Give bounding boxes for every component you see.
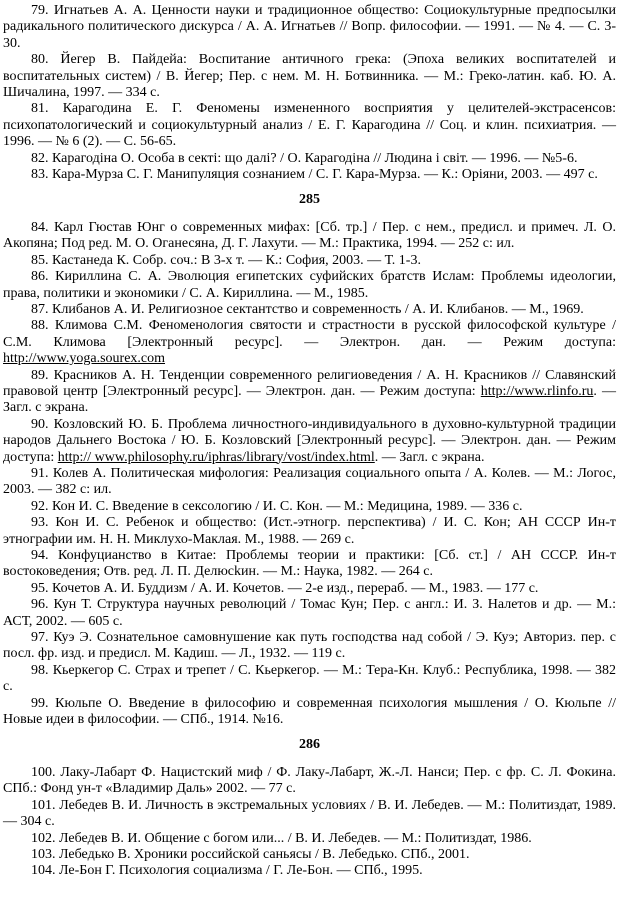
bibliography-entry: 98. Кьеркегор С. Страх и трепет / С. Кьеркегор. — М.: Тера-Кн. Клуб.: Республика, 1998. — 382 с. xyxy=(3,662,616,695)
bibliography-entry: 80. Йегер В. Пайдейа: Воспитание античного грека: (Эпоха великих воспитателей и воспитательных систем) / В. Йегер; Пер. с нем. М. Н. Ботвинника. — М.: Греко-латин. каб. Ю. А. Шичалина, 1997. — 334 с. xyxy=(3,52,616,101)
entry-text-after-link: . — Загл. с экрана. xyxy=(3,383,617,416)
bibliography-entry: 81. Карагодина Е. Г. Феномены измененного восприятия у целителей-экстрасенсов: психопатологический и социокультурный анализ / Е. Г. Карагодина // Соц. и клин. психиатрия. — 1996. — № 6 (2). — С. 56-65. xyxy=(3,101,616,150)
bibliography-entry xyxy=(3,318,616,367)
bibliography-entry: 103. Лебедько В. Хроники российской саньясы / В. Лебедько. СПб., 2001. xyxy=(31,846,470,862)
bibliography-entry: 94. Конфуцианство в Китае: Проблемы теории и практики: [Сб. ст.] / АН СССР. Ин-т востоковедения; Отв. ред. Л. П. Делюсkин. — М.: Наука, 1982. — 264 с. xyxy=(3,548,616,580)
bibliography-entry: 91. Колев А. Политическая мифология: Реализация социального опыта / А. Колев. — М.: Логос, 2003. — 382 с: ил. xyxy=(3,465,616,498)
bibliography-entry: 85. Кастанеда К. Собр. соч.: В 3-х т. — К.: София, 2003. — Т. 1-3. xyxy=(31,252,421,268)
bibliography-entry xyxy=(3,417,616,466)
entry-text-after-link: . — Загл. с экрана. xyxy=(374,449,485,465)
entry-text: 88. Климова С.М. Феноменология святости и страстности в русской философской культуре / С.М. Климова [Электронный ресурс]. — Электрон. дан. — Режим доступа: xyxy=(3,318,616,350)
bibliography-entry: 82. Карагодіна О. Особа в секті: що далі? / О. Карагодіна // Людина і світ. — 1996. — №5-6. xyxy=(31,150,578,166)
bibliography-entry: 96. Кун Т. Структура научных революций / Томас Кун; Пер. с англ.: И. З. Налетов и др. — М.: АСТ, 2002. — 605 с. xyxy=(3,597,616,629)
bibliography-entry: 93. Кон И. С. Ребенок и общество: (Ист.-этногр. перспектива) / И. С. Кон; АН СССР Ин-т этнографии им. Н. Н. Миклухо-Маклая. М., 1988. — 269 с. xyxy=(3,515,616,547)
bibliography-entry: 92. Кон И. С. Введение в сексологию / И. С. Кон. — М.: Медицина, 1989. — 336 с. xyxy=(31,498,523,514)
entry-text: 89. Красников А. Н. Тенденции современного религиоведения / А. Н. Красников // Славянский правовой центр [Электронный ресурс]. — Электрон. дан. — Режим доступа: xyxy=(3,367,616,399)
entry-link[interactable]: http:// www.philosophy.ru/iphras/library/vost/index.html xyxy=(57,449,375,465)
bibliography-entry: 83. Кара-Мурза С. Г. Манипуляция сознанием / С. Г. Кара-Мурза. — К.: Оріяни, 2003. — 497 с. xyxy=(31,167,598,183)
bibliography-entry: 97. Куэ Э. Сознательное самовнушение как путь господства над собой / Э. Куэ; Авториз. пер. с посл. фр. изд. и предисл. М. Кадиш. — Л., 1932. — 119 с. xyxy=(3,630,616,662)
bibliography-entry: 99. Кюльпе О. Введение в философию и современная психология мышления / О. Кюльпе // Новые идеи в философии. — СПб., 1914. №16. xyxy=(3,695,616,728)
entry-link[interactable]: http://www.yoga.sourex.com xyxy=(3,351,166,367)
page-number: 286 xyxy=(299,737,320,753)
bibliography-entry: 95. Кочетов А. И. Буддизм / А. И. Кочетов. — 2-е изд., перераб. — М., 1983. — 177 с. xyxy=(31,580,539,596)
bibliography-entry xyxy=(3,368,616,417)
bibliography-entry: 86. Кириллина С. А. Эволюция египетских суфийских братств Ислам: Проблемы идеологии, права, политики и экономики / С. А. Кириллина. — М., 1985. xyxy=(3,269,616,301)
bibliography-entry: 101. Лебедев В. И. Личность в экстремальных условиях / В. И. Лебедев. — М.: Политиздат, 1989. — 304 с. xyxy=(3,797,616,830)
bibliography-entry: 87. Клибанов А. И. Религиозное сектантство и современность / А. И. Клибанов. — М., 1969. xyxy=(31,301,584,317)
bibliography-entry: 84. Карл Гюстав Юнг о современных мифах: [Сб. тр.] / Пер. с нем., предисл. и примеч. Л. О. Акопяна; Под ред. М. О. Оганесяна, Д. Г. Лахути. — М.: Практика, 1994. — 252 с: ил. xyxy=(3,219,616,252)
bibliography-entry: 104. Ле-Бон Г. Психология социализма / Г. Ле-Бон. — СПб., 1995. xyxy=(31,863,423,879)
bibliography-entry: 100. Лаку-Лабарт Ф. Нацистский миф / Ф. Лаку-Лабарт, Ж.-Л. Нанси; Пер. с фр. С. Л. Фокина. СПб.: Фонд ун-т «Владимир Даль» 2002. — 77 с. xyxy=(3,764,616,797)
bibliography-entry: 79. Игнатьев А. А. Ценности науки и традиционное общество: Социокультурные предпосылки радикального политического дискурса / А. А. Игнатьев // Вопр. философии. — 1991. — № 4. — С. 3-30. xyxy=(3,3,616,51)
document-page xyxy=(3,3,616,880)
entry-link[interactable]: http://www.rlinfo.ru xyxy=(480,383,594,399)
entry-text: 90. Козловский Ю. Б. Проблема личностного-индивидуального в духовно-культурной традиции народов Дальнего Востока / Ю. Б. Козловский [Электронный ресурс]. — Электрон. дан. — Режим доступа: xyxy=(3,416,616,465)
page-number: 285 xyxy=(299,192,320,208)
bibliography-entry: 102. Лебедев В. И. Общение с богом или... / В. И. Лебедев. — М.: Политиздат, 1986. xyxy=(31,830,532,846)
